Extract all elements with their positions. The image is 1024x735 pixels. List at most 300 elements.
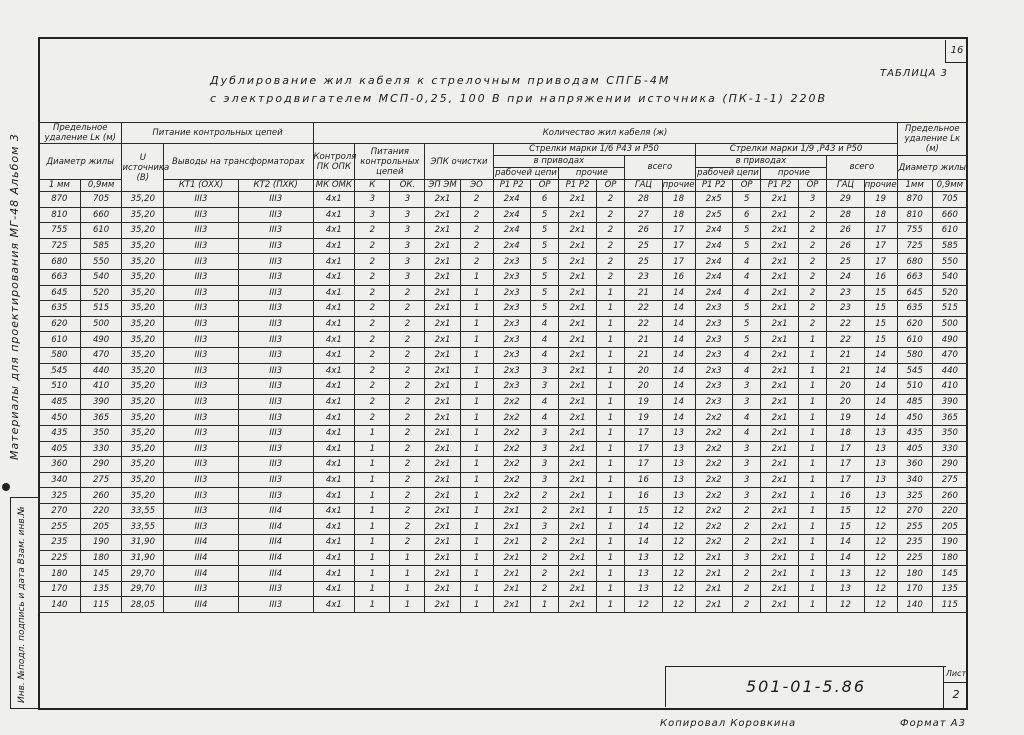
table-cell: III3 <box>164 472 239 488</box>
table-cell: 520 <box>932 285 967 301</box>
table-cell: 13 <box>864 425 897 441</box>
table-cell: 290 <box>932 457 967 473</box>
table-cell: 3 <box>732 379 761 395</box>
table-cell: 3 <box>355 192 390 208</box>
table-cell: 2х1 <box>761 207 798 223</box>
table-cell: 2 <box>355 269 390 285</box>
table-cell: 2х4 <box>493 207 530 223</box>
table-cell: 1 <box>460 379 493 395</box>
table-cell: 17 <box>662 254 695 270</box>
table-cell: III4 <box>238 503 313 519</box>
table-cell: 1 <box>460 410 493 426</box>
table-cell: 510 <box>897 379 932 395</box>
table-cell: 3 <box>530 472 559 488</box>
table-cell: 540 <box>80 269 122 285</box>
hdr-kol: Количество жил кабеля (ж) <box>313 123 897 144</box>
hdr-str2: Стрелки марки 1/9 ,Р43 и Р50 <box>695 144 897 156</box>
table-cell: 14 <box>864 363 897 379</box>
table-cell: 14 <box>827 550 864 566</box>
table-cell: 4х1 <box>313 441 355 457</box>
table-cell: 405 <box>39 441 81 457</box>
table-cell: III4 <box>238 535 313 551</box>
table-cell: 2х1 <box>559 223 596 239</box>
table-cell: 4х1 <box>313 285 355 301</box>
table-cell: 2х1 <box>425 379 460 395</box>
table-cell: 14 <box>662 316 695 332</box>
table-cell: 4х1 <box>313 472 355 488</box>
table-cell: III3 <box>238 254 313 270</box>
table-cell: III3 <box>238 581 313 597</box>
table-cell: 1 <box>460 519 493 535</box>
table-cell: 4 <box>732 285 761 301</box>
table-cell: III3 <box>238 347 313 363</box>
table-cell: 645 <box>39 285 81 301</box>
table-cell: 3 <box>390 223 425 239</box>
table-cell: 2 <box>390 379 425 395</box>
table-cell: 4 <box>530 394 559 410</box>
table-row <box>39 535 968 551</box>
table-cell: 35,20 <box>122 363 164 379</box>
hdr-diam-right: Диаметр жилы <box>897 156 967 180</box>
table-cell: III4 <box>164 550 239 566</box>
table-cell: 1 <box>798 394 827 410</box>
table-cell: 2х1 <box>425 332 460 348</box>
table-cell: 5 <box>530 254 559 270</box>
side-stamp <box>10 497 40 709</box>
table-cell: 13 <box>662 472 695 488</box>
table-cell: 2х1 <box>559 192 596 208</box>
table-cell: 515 <box>80 301 122 317</box>
table-cell: 2 <box>460 238 493 254</box>
table-cell: 2 <box>390 410 425 426</box>
table-cell: 23 <box>827 285 864 301</box>
table-cell: 22 <box>625 301 662 317</box>
table-cell: 205 <box>932 519 967 535</box>
table-cell: 3 <box>798 192 827 208</box>
table-cell: 1 <box>596 535 625 551</box>
table-cell: 2х1 <box>425 441 460 457</box>
table-cell: 4х1 <box>313 207 355 223</box>
table-cell: 16 <box>827 488 864 504</box>
table-cell: 610 <box>897 332 932 348</box>
table-cell: 2х4 <box>695 223 732 239</box>
table-cell: 2х3 <box>493 254 530 270</box>
table-cell: 1 <box>460 347 493 363</box>
table-cell: 2 <box>355 301 390 317</box>
table-cell: 2х1 <box>761 457 798 473</box>
table-cell: 17 <box>827 472 864 488</box>
table-cell: 14 <box>827 535 864 551</box>
hdr-prochie-v1: прочие <box>662 180 695 190</box>
table-cell: 3 <box>390 192 425 208</box>
table-cell: 2х1 <box>761 394 798 410</box>
table-cell: 2 <box>596 254 625 270</box>
table-cell: 1 <box>596 581 625 597</box>
table-cell: III4 <box>238 566 313 582</box>
table-cell: 5 <box>530 269 559 285</box>
table-cell: 330 <box>932 441 967 457</box>
table-cell: 220 <box>80 503 122 519</box>
table-cell: 3 <box>355 207 390 223</box>
side-stamp-text: Инв. №подл. подпись и дата Взам. инв.№ <box>17 506 27 703</box>
table-cell: 1 <box>460 441 493 457</box>
table-cell: 3 <box>732 488 761 504</box>
table-cell: III3 <box>238 192 313 208</box>
table-cell: 680 <box>39 254 81 270</box>
table-cell: 2х1 <box>761 254 798 270</box>
table-cell: 3 <box>530 379 559 395</box>
table-cell: 14 <box>662 394 695 410</box>
hdr-d1: 1 мм <box>39 180 81 192</box>
table-cell: 145 <box>80 566 122 582</box>
hdr-u-ist: U источника (В) <box>122 144 164 192</box>
hdr-kt1: КТ1 (ОХХ) <box>164 180 239 192</box>
table-cell: 350 <box>932 425 967 441</box>
table-cell: III3 <box>164 457 239 473</box>
table-cell: 13 <box>662 425 695 441</box>
table-cell: 2х4 <box>695 254 732 270</box>
table-cell: III3 <box>238 269 313 285</box>
table-cell: 485 <box>39 394 81 410</box>
hdr-op-a: ОР <box>530 180 559 192</box>
table-cell: 2х2 <box>493 425 530 441</box>
table-cell: 4х1 <box>313 192 355 208</box>
table-cell: 13 <box>625 550 662 566</box>
table-cell: 17 <box>827 441 864 457</box>
table-cell: 1 <box>798 441 827 457</box>
table-cell: III3 <box>164 488 239 504</box>
table-cell: 1 <box>596 503 625 519</box>
table-cell: 1 <box>355 488 390 504</box>
table-cell: 2 <box>596 192 625 208</box>
table-cell: 610 <box>932 223 967 239</box>
table-cell: 2 <box>530 488 559 504</box>
table-cell: 35,20 <box>122 425 164 441</box>
table-cell: 1 <box>596 425 625 441</box>
title-line-1: Дублирование жил кабеля к стрелочным приводам СПГБ-4М <box>210 74 671 87</box>
table-cell: III3 <box>164 379 239 395</box>
table-cell: 17 <box>827 457 864 473</box>
table-cell: 1 <box>798 347 827 363</box>
table-cell: 405 <box>897 441 932 457</box>
table-cell: 2 <box>530 535 559 551</box>
table-cell: 1 <box>390 550 425 566</box>
side-text: Материалы для проектирования МГ-48 Альбом 3 <box>8 133 21 460</box>
table-cell: 2х3 <box>493 285 530 301</box>
table-row <box>39 566 968 582</box>
table-cell: 235 <box>897 535 932 551</box>
table-cell: 180 <box>80 550 122 566</box>
table-cell: 2 <box>390 441 425 457</box>
table-cell: 1 <box>460 425 493 441</box>
table-cell: 1 <box>798 379 827 395</box>
table-cell: 25 <box>625 254 662 270</box>
table-cell: 14 <box>625 535 662 551</box>
table-cell: 2х1 <box>559 379 596 395</box>
table-row <box>39 254 968 270</box>
table-cell: 3 <box>530 363 559 379</box>
table-cell: 260 <box>932 488 967 504</box>
table-cell: 170 <box>39 581 81 597</box>
table-cell: 235 <box>39 535 81 551</box>
table-row <box>39 316 968 332</box>
table-cell: 500 <box>932 316 967 332</box>
table-cell: 1 <box>798 597 827 613</box>
table-cell: III3 <box>238 472 313 488</box>
table-cell: 340 <box>39 472 81 488</box>
table-cell: 4 <box>732 254 761 270</box>
table-cell: 2х1 <box>493 550 530 566</box>
table-cell: 2 <box>798 207 827 223</box>
table-cell: 5 <box>732 332 761 348</box>
table-cell: 1 <box>355 581 390 597</box>
table-row <box>39 503 968 519</box>
table-cell: 4 <box>530 347 559 363</box>
table-cell: 31,90 <box>122 535 164 551</box>
table-cell: III3 <box>238 223 313 239</box>
table-cell: 5 <box>530 301 559 317</box>
table-cell: 2 <box>390 519 425 535</box>
table-cell: 14 <box>662 332 695 348</box>
table-cell: 14 <box>864 410 897 426</box>
table-cell: 13 <box>625 566 662 582</box>
hdr-mk: МК ОМК <box>313 180 355 192</box>
table-cell: 6 <box>732 207 761 223</box>
table-cell: 2х1 <box>559 488 596 504</box>
table-cell: 2х1 <box>425 394 460 410</box>
table-cell: 35,20 <box>122 269 164 285</box>
table-cell: 2х1 <box>761 316 798 332</box>
table-cell: 1 <box>530 597 559 613</box>
table-row <box>39 488 968 504</box>
table-cell: 2х1 <box>559 347 596 363</box>
table-cell: 2х1 <box>761 472 798 488</box>
table-cell: 350 <box>80 425 122 441</box>
table-cell: 115 <box>80 597 122 613</box>
table-row <box>39 238 968 254</box>
table-cell: 755 <box>897 223 932 239</box>
table-cell: 4х1 <box>313 254 355 270</box>
table-cell: 2х2 <box>695 488 732 504</box>
table-cell: 26 <box>625 223 662 239</box>
table-cell: 3 <box>732 472 761 488</box>
table-cell: 2 <box>390 503 425 519</box>
table-cell: 2 <box>390 472 425 488</box>
table-cell: 28,05 <box>122 597 164 613</box>
table-cell: 1 <box>798 472 827 488</box>
table-cell: 1 <box>596 301 625 317</box>
table-cell: III3 <box>238 410 313 426</box>
table-cell: 14 <box>662 347 695 363</box>
table-cell: 5 <box>732 192 761 208</box>
table-cell: 2х4 <box>695 238 732 254</box>
table-cell: 325 <box>39 488 81 504</box>
table-cell: 2х1 <box>425 410 460 426</box>
table-cell: 2х1 <box>559 207 596 223</box>
table-cell: 325 <box>897 488 932 504</box>
table-cell: 4х1 <box>313 488 355 504</box>
table-cell: III3 <box>164 394 239 410</box>
table-cell: 13 <box>864 457 897 473</box>
table-cell: 2 <box>355 379 390 395</box>
table-cell: 14 <box>864 347 897 363</box>
table-cell: 2х2 <box>493 394 530 410</box>
table-cell: 13 <box>864 441 897 457</box>
table-cell: 2х1 <box>425 597 460 613</box>
table-cell: 1 <box>798 566 827 582</box>
hdr-diam: Диаметр жилы <box>39 144 122 180</box>
table-cell: 115 <box>932 597 967 613</box>
table-cell: 2 <box>390 457 425 473</box>
table-row <box>39 597 968 613</box>
table-cell: 610 <box>80 223 122 239</box>
hdr-rab-1: рабочей цепи <box>493 168 559 180</box>
table-cell: 14 <box>864 394 897 410</box>
table-cell: III3 <box>164 301 239 317</box>
table-cell: 4 <box>530 332 559 348</box>
table-cell: 3 <box>530 457 559 473</box>
table-cell: 2х1 <box>761 550 798 566</box>
table-cell: 2х1 <box>559 254 596 270</box>
table-cell: 4 <box>530 316 559 332</box>
table-cell: 16 <box>864 269 897 285</box>
table-cell: 2х1 <box>493 581 530 597</box>
table-cell: 450 <box>39 410 81 426</box>
table-cell: 2 <box>460 223 493 239</box>
table-cell: 2х3 <box>695 332 732 348</box>
table-cell: 1 <box>798 581 827 597</box>
table-row <box>39 550 968 566</box>
table-row <box>39 457 968 473</box>
table-cell: III3 <box>164 347 239 363</box>
table-cell: 2х1 <box>425 566 460 582</box>
table-cell: 2х1 <box>425 503 460 519</box>
table-cell: 35,20 <box>122 254 164 270</box>
table-cell: 3 <box>390 254 425 270</box>
table-cell: 2х1 <box>493 535 530 551</box>
table-cell: 15 <box>864 316 897 332</box>
table-cell: 2х1 <box>425 519 460 535</box>
table-cell: 15 <box>827 503 864 519</box>
table-cell: 2 <box>596 238 625 254</box>
hdr-epk: ЭПК очистки <box>425 144 493 180</box>
table-cell: 2х1 <box>559 316 596 332</box>
table-cell: 140 <box>39 597 81 613</box>
table-cell: 12 <box>662 566 695 582</box>
table-cell: 19 <box>864 192 897 208</box>
table-cell: 35,20 <box>122 332 164 348</box>
table-cell: 19 <box>625 410 662 426</box>
table-cell: 2х1 <box>695 550 732 566</box>
table-cell: 2х3 <box>493 269 530 285</box>
table-cell: 1 <box>460 535 493 551</box>
hdr-op-b: ОР <box>596 180 625 192</box>
table-cell: 585 <box>80 238 122 254</box>
table-cell: 2х2 <box>695 410 732 426</box>
table-cell: 22 <box>827 332 864 348</box>
table-cell: 2х2 <box>493 472 530 488</box>
table-cell: 21 <box>827 347 864 363</box>
table-cell: 660 <box>80 207 122 223</box>
table-cell: 1 <box>798 503 827 519</box>
table-cell: 14 <box>662 379 695 395</box>
table-cell: 15 <box>864 332 897 348</box>
table-cell: 2х1 <box>425 488 460 504</box>
table-cell: 2х1 <box>761 332 798 348</box>
table-cell: 1 <box>355 457 390 473</box>
table-cell: 2х1 <box>559 394 596 410</box>
table-cell: 1 <box>596 316 625 332</box>
table-cell: 1 <box>596 550 625 566</box>
table-cell: III3 <box>164 441 239 457</box>
document-code: 501-01-5.86 <box>665 666 946 707</box>
table-cell: 35,20 <box>122 347 164 363</box>
table-cell: 3 <box>530 441 559 457</box>
table-cell: 170 <box>897 581 932 597</box>
table-cell: 545 <box>897 363 932 379</box>
table-cell: III3 <box>238 597 313 613</box>
table-cell: 2х2 <box>695 535 732 551</box>
table-cell: 3 <box>732 441 761 457</box>
table-cell: III3 <box>164 519 239 535</box>
table-cell: 26 <box>827 223 864 239</box>
table-cell: 2х2 <box>493 441 530 457</box>
table-cell: 2х1 <box>761 519 798 535</box>
table-cell: 2 <box>732 597 761 613</box>
table-cell: 13 <box>864 472 897 488</box>
table-cell: 12 <box>662 503 695 519</box>
table-cell: 2х3 <box>695 347 732 363</box>
table-cell: 2х4 <box>493 238 530 254</box>
hdr-gac-2: ГАЦ <box>827 180 864 192</box>
table-cell: III3 <box>164 207 239 223</box>
table-cell: 1 <box>355 472 390 488</box>
table-cell: 1 <box>798 550 827 566</box>
table-cell: 28 <box>827 207 864 223</box>
table-row <box>39 425 968 441</box>
table-cell: 2х1 <box>559 363 596 379</box>
table-cell: 4х1 <box>313 332 355 348</box>
table-cell: 1 <box>355 425 390 441</box>
table-cell: 2 <box>798 238 827 254</box>
table-cell: 14 <box>662 301 695 317</box>
table-cell: 2х1 <box>559 301 596 317</box>
table-cell: 275 <box>932 472 967 488</box>
table-cell: 1 <box>798 332 827 348</box>
table-cell: 14 <box>864 379 897 395</box>
table-cell: 2х1 <box>761 425 798 441</box>
table-cell: 2х1 <box>761 581 798 597</box>
table-cell: 485 <box>897 394 932 410</box>
table-cell: 35,20 <box>122 441 164 457</box>
table-cell: 1 <box>798 363 827 379</box>
table-cell: 2х1 <box>425 550 460 566</box>
table-cell: 580 <box>897 347 932 363</box>
table-cell: 470 <box>80 347 122 363</box>
table-cell: 1 <box>460 566 493 582</box>
table-cell: 35,20 <box>122 410 164 426</box>
table-cell: 2 <box>798 254 827 270</box>
table-cell: III4 <box>164 597 239 613</box>
table-cell: 275 <box>80 472 122 488</box>
hdr-kt2: КТ2 (ПХК) <box>238 180 313 192</box>
table-cell: 2 <box>390 285 425 301</box>
table-cell: 20 <box>827 379 864 395</box>
table-cell: 365 <box>80 410 122 426</box>
table-cell: 3 <box>732 394 761 410</box>
table-cell: 1 <box>596 519 625 535</box>
table-cell: 4 <box>732 363 761 379</box>
